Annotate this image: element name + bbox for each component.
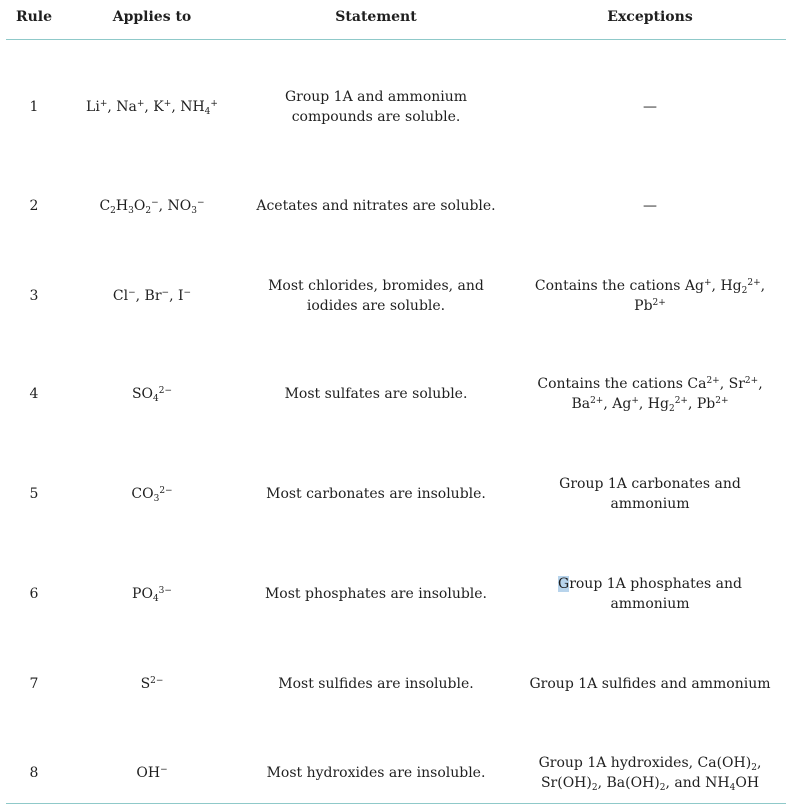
applies-to-cell: $S^{2-}$	[140, 676, 164, 692]
applies-to-cell: Cl−, Br−, I−	[112, 288, 192, 304]
statement-cell: Most chlorides, bromides, and iodides are soluble.	[268, 278, 484, 314]
exceptions-cell: Contains the cations Ag+, $Hg_2^{2+}$, $Pb^{2+}$	[534, 278, 766, 314]
exceptions-cell: Group 1A sulfides and ammonium	[529, 676, 771, 692]
applies-to-cell: $SO_4^{2-}$	[131, 386, 173, 404]
statement-cell: Most sulfides are insoluble.	[278, 676, 474, 692]
exceptions-cell: Group 1A phosphates and ammonium	[558, 576, 742, 612]
statement-cell: Most carbonates are insoluble.	[266, 486, 486, 502]
header-applies-to: Applies to	[112, 9, 192, 25]
statement-cell: Most phosphates are insoluble.	[264, 586, 488, 602]
applies-to-cell: Li+, Na+, K+, $NH_4^+$	[86, 99, 218, 117]
rule-number: 6	[29, 586, 39, 602]
statement-cell: Most hydroxides are insoluble.	[266, 765, 486, 781]
applies-to-cell: $CO_3^{2-}$	[131, 486, 173, 504]
statement-cell: Most sulfates are soluble.	[284, 386, 468, 402]
statement-cell: Acetates and nitrates are soluble.	[256, 198, 496, 214]
rule-number: 5	[29, 486, 39, 502]
statement-cell: Group 1A and ammonium compounds are soluble.	[284, 89, 468, 125]
exceptions-cell: —	[643, 198, 657, 214]
exceptions-cell: Contains the cations $Ca^{2+}$, $Sr^{2+}$, $Ba^{2+}$, Ag+, $Hg_2^{2+}$, $Pb^{2+}$	[537, 376, 763, 414]
header-statement: Statement	[335, 9, 417, 25]
header-exceptions: Exceptions	[607, 9, 693, 25]
applies-to-cell: $PO_4^{3-}$	[132, 586, 172, 604]
rule-number: 3	[29, 288, 39, 304]
exceptions-cell: —	[643, 99, 657, 115]
exceptions-cell: Group 1A carbonates and ammonium	[559, 476, 741, 512]
applies-to-cell: $C_2H_3O_2^-$, $NO_3^-$	[99, 198, 205, 216]
rule-number: 4	[29, 386, 39, 402]
rule-number: 2	[29, 198, 39, 214]
header-rule: Rule	[15, 9, 53, 25]
rule-number: 7	[29, 676, 39, 692]
exceptions-cell: Group 1A hydroxides, $Ca(OH)_2$, $Sr(OH)_2$, $Ba(OH)_2$, and $NH_4OH$	[538, 755, 762, 793]
applies-to-cell: OH−	[136, 765, 168, 781]
header-divider	[6, 39, 786, 40]
rule-number: 8	[29, 765, 39, 781]
rule-number: 1	[29, 99, 39, 115]
table-bottom-border	[6, 803, 786, 804]
